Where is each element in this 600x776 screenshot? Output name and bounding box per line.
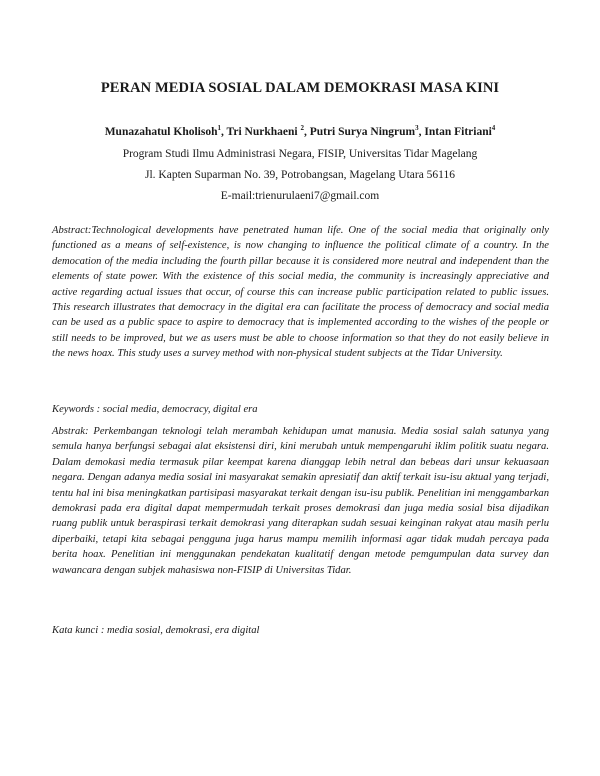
author-separator: ,	[220, 126, 227, 138]
address: Jl. Kapten Suparman No. 39, Potrobangsan, Magelang Utara 56116	[144, 169, 455, 181]
email: E-mail:trienurulaeni7@gmail.com	[220, 190, 380, 202]
author-affiliation-mark: 2	[300, 124, 304, 133]
affiliation: Program Studi Ilmu Administrasi Negara, FISIP, Universitas Tidar Magelang	[122, 148, 478, 160]
author-line	[0, 126, 600, 138]
author-name: Intan Fitriani	[424, 126, 492, 138]
abstrak-text: Perkembangan teknologi telah merambah kehidupan umat manusia. Media sosial salah satunya yang semula hanya berfungsi sebagai alat eksistensi diri, kini merubah untuk mempengaruhi iklim politik suatu negara. Dalam demokasi media termasuk pilar keempat karena dianggap lebih netral dan bebeas dari unsur kekuasaan negara. Dengan adanya media sosial ini masyarakat semakin apresiatif dan aktif terkait isu-isu aktual yang terjadi, tentu hal ini bisa meningkatkan partisipasi masyarakat terkait dengan isu-isu publik. Penelitian ini menggambarkan demokrasi pada era digital dapat mempermudah terkait proses demokrasi dan juga media sosial bisa dijadikan ruang publik untuk beraspirasi terkait demokrasi yang diterapkan sudah sesuai keinginan rakyat atau masih perlu diperbaiki, tetapi kita sebagai pengguna juga harus mampu memilih informasi agar tidak mudah percaya pada berita hoax. Penelitian ini menggunakan pendekatan kualitatif dengan metode pemgumpulan data survey dan wawancara dengan subjek mahasiswa non-FISIP di Universitas Tidar.	[52, 426, 549, 576]
abstrak-label: Abstrak:	[52, 426, 94, 437]
author-name: Tri Nurkhaeni	[226, 126, 301, 138]
abstract-text: Technological developments have penetrated human life. One of the social media that originally only functioned as a means of self-existence, is now changing to influence the political climate of a country. In the democation of the media including the fourth pillar because it is considered more neutral and independent than the elements of state power. With the existence of this social media, the community is increasingly appreciative and active regarding actual issues that occur, of course this can increase public participation related to public issues. This research illustrates that democracy in the digital era can facilitate the process of democracy and social media can be used as a public space to aspire to democracy that is implemented according to the wishes of the people or still needs to be improved, but we as users must be able to choose information so that they do not easily believe in the news hoax. This study uses a survey method with non-physical student subjects at the Tidar University.	[52, 225, 549, 360]
abstract-indonesian	[52, 424, 549, 578]
abstract-label: Abstract:	[52, 225, 92, 236]
author-name: Putri Surya Ningrum	[309, 126, 416, 138]
author-separator: ,	[303, 126, 310, 138]
author-separator: ,	[418, 126, 425, 138]
keywords-indonesian: Kata kunci : media sosial, demokrasi, era digital	[52, 625, 260, 636]
author-affiliation-mark: 3	[415, 124, 419, 133]
paper-title: PERAN MEDIA SOSIAL DALAM DEMOKRASI MASA KINI	[100, 80, 500, 96]
abstract-english	[52, 223, 549, 362]
author-affiliation-mark: 4	[491, 124, 496, 133]
keywords-english: Keywords : social media, democracy, digital era	[52, 404, 258, 415]
author-name: Munazahatul Kholisoh	[104, 126, 218, 138]
author-affiliation-mark: 1	[217, 124, 221, 133]
